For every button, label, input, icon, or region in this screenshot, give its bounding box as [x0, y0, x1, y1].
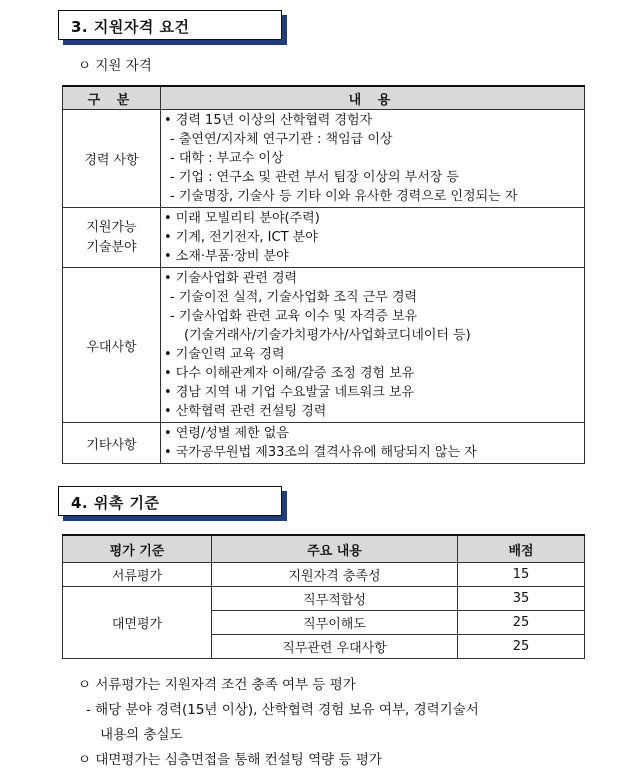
- content-line: • 소재·부품·장비 분야: [164, 249, 289, 264]
- row-content: [161, 110, 585, 208]
- section-4-title: 4. 위촉 기준: [71, 494, 160, 512]
- table-row: [63, 268, 585, 423]
- row-category: 기타사항: [63, 423, 161, 464]
- content-line: • 연령/성별 제한 없음: [164, 426, 289, 441]
- content-line: - 기업 : 연구소 및 관련 부서 팀장 이상의 부서장 등: [170, 170, 459, 185]
- table-row: [63, 587, 585, 611]
- section-3-heading-box: [58, 10, 282, 40]
- evaluation-table: [62, 534, 585, 659]
- content-cell: 직무관련 우대사항: [212, 635, 458, 659]
- content-line: • 경력 15년 이상의 산학협력 경험자: [164, 113, 373, 128]
- score-cell: 25: [458, 611, 585, 635]
- note-line: ㅇ 대면평가는 심층면접을 통해 컨설팅 역량 등 평가: [78, 752, 382, 768]
- content-line: - 출연연/지자체 연구기관 : 책임급 이상: [170, 132, 393, 147]
- content-line: • 국가공무원법 제33조의 결격사유에 해당되지 않는 자: [164, 445, 477, 460]
- content-line: - 기술사업화 관련 교육 이수 및 자격증 보유: [170, 309, 418, 324]
- table-row: [63, 208, 585, 268]
- score-cell: 25: [458, 635, 585, 659]
- table-header-row: [63, 86, 585, 110]
- content-line: • 경남 지역 내 기업 수요발굴 네트워크 보유: [164, 385, 415, 400]
- content-cell: 지원자격 충족성: [212, 563, 458, 587]
- row-category: 우대사항: [63, 268, 161, 423]
- content-line: - 기술명장, 기술사 등 기타 이와 유사한 경력으로 인정되는 자: [170, 189, 518, 204]
- score-cell: 15: [458, 563, 585, 587]
- note-line: ㅇ 서류평가는 지원자격 조건 충족 여부 등 평가: [78, 677, 356, 693]
- content-line: (기술거래사/기술가치평가사/사업화코디네이터 등): [184, 328, 471, 343]
- score-cell: 35: [458, 587, 585, 611]
- header-main-content: 주요 내용: [212, 535, 458, 563]
- row-category: 경력 사항: [63, 110, 161, 208]
- row-content: [161, 268, 585, 423]
- content-line: • 기술사업화 관련 경력: [164, 271, 298, 286]
- row-content: [161, 423, 585, 464]
- table-row: [63, 423, 585, 464]
- section-4-heading-box: [58, 486, 282, 516]
- qualification-table: [62, 85, 585, 464]
- content-line: • 산학협력 관련 컨설팅 경력: [164, 404, 327, 419]
- header-criterion: 평가 기준: [63, 535, 212, 563]
- header-score: 배점: [458, 535, 585, 563]
- content-line: • 기술인력 교육 경력: [164, 347, 285, 362]
- content-cell: 직무적합성: [212, 587, 458, 611]
- content-line: - 대학 : 부교수 이상: [170, 151, 284, 166]
- section-3-subtitle: ㅇ 지원 자격: [78, 58, 152, 74]
- header-category: 구 분: [63, 86, 161, 110]
- criterion-cell: 서류평가: [63, 563, 212, 587]
- section-3-title: 3. 지원자격 요건: [71, 18, 190, 36]
- criterion-cell: 대면평가: [63, 587, 212, 659]
- table-row: [63, 110, 585, 208]
- note-line: 내용의 충실도: [100, 727, 183, 743]
- row-category: 지원가능 기술분야: [63, 208, 161, 268]
- table-header-row: [63, 535, 585, 563]
- content-line: - 기술이전 실적, 기술사업화 조직 근무 경력: [170, 290, 418, 305]
- content-line: • 다수 이해관계자 이해/갈증 조정 경험 보유: [164, 366, 415, 381]
- content-line: • 미래 모빌리티 분야(주력): [164, 211, 320, 226]
- content-cell: 직무이해도: [212, 611, 458, 635]
- table-row: [63, 563, 585, 587]
- content-line: • 기계, 전기전자, ICT 분야: [164, 230, 318, 245]
- header-content: 내 용: [161, 86, 585, 110]
- note-line: - 해당 분야 경력(15년 이상), 산학협력 경험 보유 여부, 경력기술서: [86, 702, 479, 718]
- row-content: [161, 208, 585, 268]
